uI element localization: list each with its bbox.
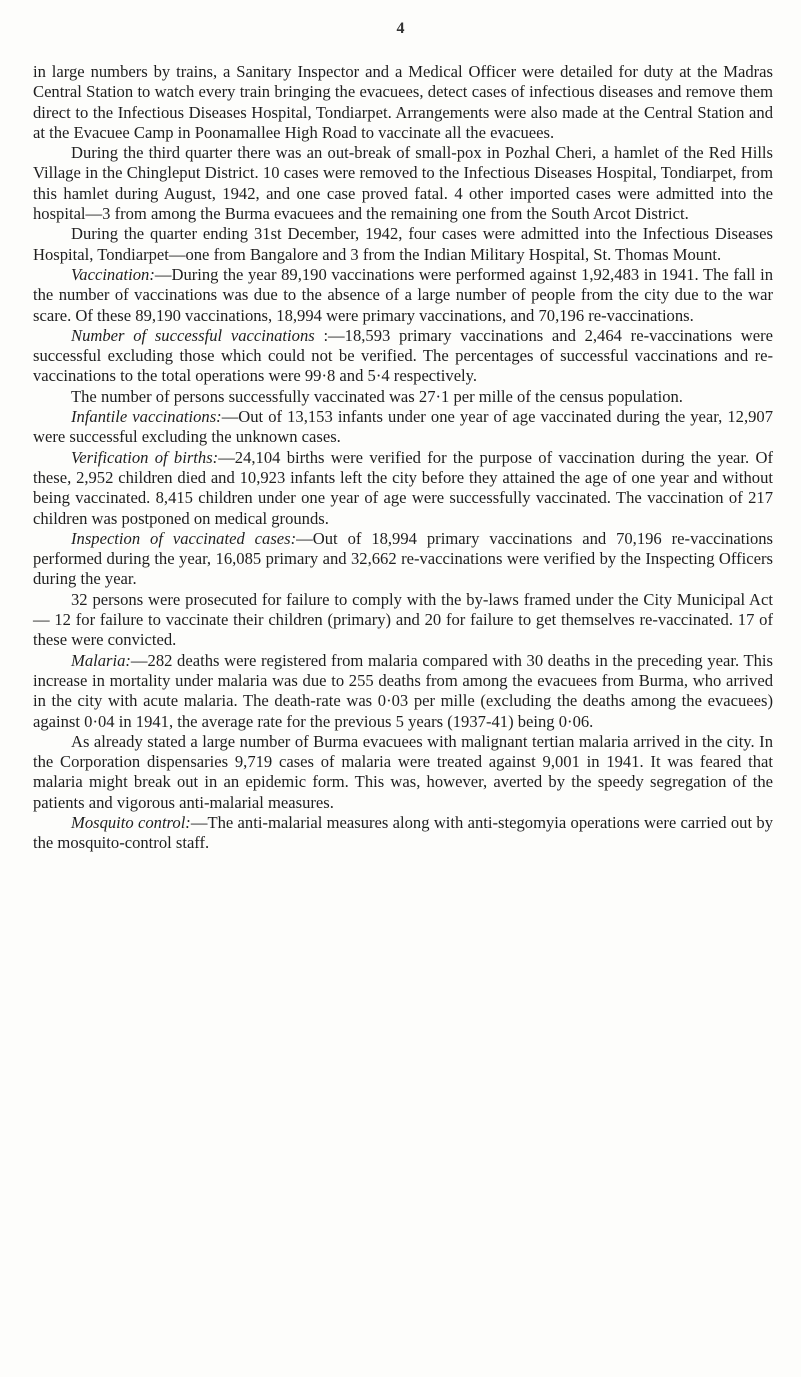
paragraph-verification-of-births xyxy=(33,448,773,529)
paragraph-lead-heading: Number of successful vaccinations xyxy=(71,325,315,345)
paragraph-malaria xyxy=(33,651,773,732)
paragraph-persons-vaccinated xyxy=(33,387,773,407)
paragraph-smallpox-outbreak xyxy=(33,143,773,224)
paragraph-text: —During the year 89,190 vaccinations were performed against 1,92,483 in 1941. The fall in the number of vaccinations was due to the absence of a large number of people from the city due to the war scare. Of these 89,190 vaccinations, 18,994 were primary vaccinations, and 70,196 re-vaccinations. xyxy=(33,264,773,325)
paragraph-lead-heading: Malaria: xyxy=(71,650,131,670)
paragraph-text: During the quarter ending 31st December, 1942, four cases were admitted into the Infectious Diseases Hospital, Tondiarpet—one from Bangalore and 3 from the Indian Military Hospital, St. Thomas Mount. xyxy=(33,224,773,264)
paragraph-december-quarter xyxy=(33,224,773,265)
paragraph-lead-heading: Vaccination: xyxy=(71,264,155,284)
paragraph-mosquito-control xyxy=(33,813,773,854)
paragraph-text: —The anti-malarial measures along with anti-stegomyia operations were carried out by the mosquito-control staff. xyxy=(33,812,773,853)
paragraph-lead-heading: Mosquito control: xyxy=(71,812,191,832)
paragraph-text: As already stated a large number of Burma evacuees with malignant tertian malaria arrived in the city. In the Corporation dispensaries 9,719 cases of malaria were treated against 9,001 in 1941. It was feared that malaria might break out in an epidemic form. This was, however, averted by the speedy segregation of the patients and vigorous anti-malarial measures. xyxy=(33,731,773,812)
paragraph-text: in large numbers by trains, a Sanitary Inspector and a Medical Officer were detailed for duty at the Madras Central Station to watch every train bringing the evacuees, detect cases of infectious diseases and remove them direct to the Infectious Diseases Hospital, Tondiarpet. Arrangements were also made at the Central Station and at the Evacuee Camp in Poonamallee High Road to vaccinate all the evacuees. xyxy=(33,62,773,142)
paragraph-text: —24,104 births were verified for the purpose of vaccination during the year. Of these, 2,952 children died and 10,923 infants left the city before they attained the age of one year and without being vaccinated. 8,415 children under one year of age were successfully vaccinated. The vaccination of 217 children was postponed on medical grounds. xyxy=(33,447,773,528)
paragraph-text: 32 persons were prosecuted for failure to comply with the by-laws framed under the City Municipal Act — 12 for failure to vaccinate their children (primary) and 20 for failure to get themselves re-vaccinated. 17 of these were convicted. xyxy=(33,589,773,650)
paragraph-text: —Out of 18,994 primary vaccinations and 70,196 re-vaccinations performed during the year, 16,085 primary and 32,662 re-vaccinations were verified by the Inspecting Officers during the year. xyxy=(33,528,774,589)
paragraph-text: The number of persons successfully vaccinated was 27·1 per mille of the census population. xyxy=(71,386,683,406)
paragraph-text: :—18,593 primary vaccinations and 2,464 re-vaccinations were successful excluding those which could not be verified. The percentages of successful vaccinations and re-vaccinations to the total operations were 99·8 and 5·4 respectively. xyxy=(33,325,773,386)
paragraph-lead-heading: Inspection of vaccinated cases: xyxy=(71,528,297,548)
paragraph-text: During the third quarter there was an out-break of small-pox in Pozhal Cheri, a hamlet of the Red Hills Village in the Chingleput District. 10 cases were removed to the Infectious Diseases Hospital, Tondiarpet, from this hamlet during August, 1942, and one case proved fatal. 4 other imported cases were admitted into the hospital—3 from among the Burma evacuees and the remaining one from the South Arcot District. xyxy=(33,143,773,224)
paragraph-successful-vaccinations xyxy=(33,326,773,387)
paragraph-text: —282 deaths were registered from malaria compared with 30 deaths in the preceding year. This increase in mortality under malaria was due to 255 deaths from among the evacuees from Burma, who arrived in the city with acute malaria. The death-rate was 0·03 per mille (excluding the deaths among the evacuees) against 0·04 in 1941, the average rate for the previous 5 years (1937-41) being 0·06. xyxy=(33,650,773,731)
paragraph-vaccination xyxy=(33,265,773,326)
document-body xyxy=(33,62,773,854)
paragraph-evacuee-arrangements xyxy=(33,62,773,143)
paragraph-lead-heading: Verification of births: xyxy=(71,447,219,467)
paragraph-inspection-of-vaccinated-cases xyxy=(33,529,773,590)
paragraph-text: —Out of 13,153 infants under one year of age vaccinated during the year, 12,907 were successful excluding the unknown cases. xyxy=(33,407,773,447)
paragraph-malaria-evacuees xyxy=(33,732,773,813)
paragraph-lead-heading: Infantile vaccinations: xyxy=(71,407,222,427)
page-number: 4 xyxy=(396,20,405,37)
paragraph-prosecutions xyxy=(33,590,773,651)
paragraph-infantile-vaccinations xyxy=(33,407,773,448)
